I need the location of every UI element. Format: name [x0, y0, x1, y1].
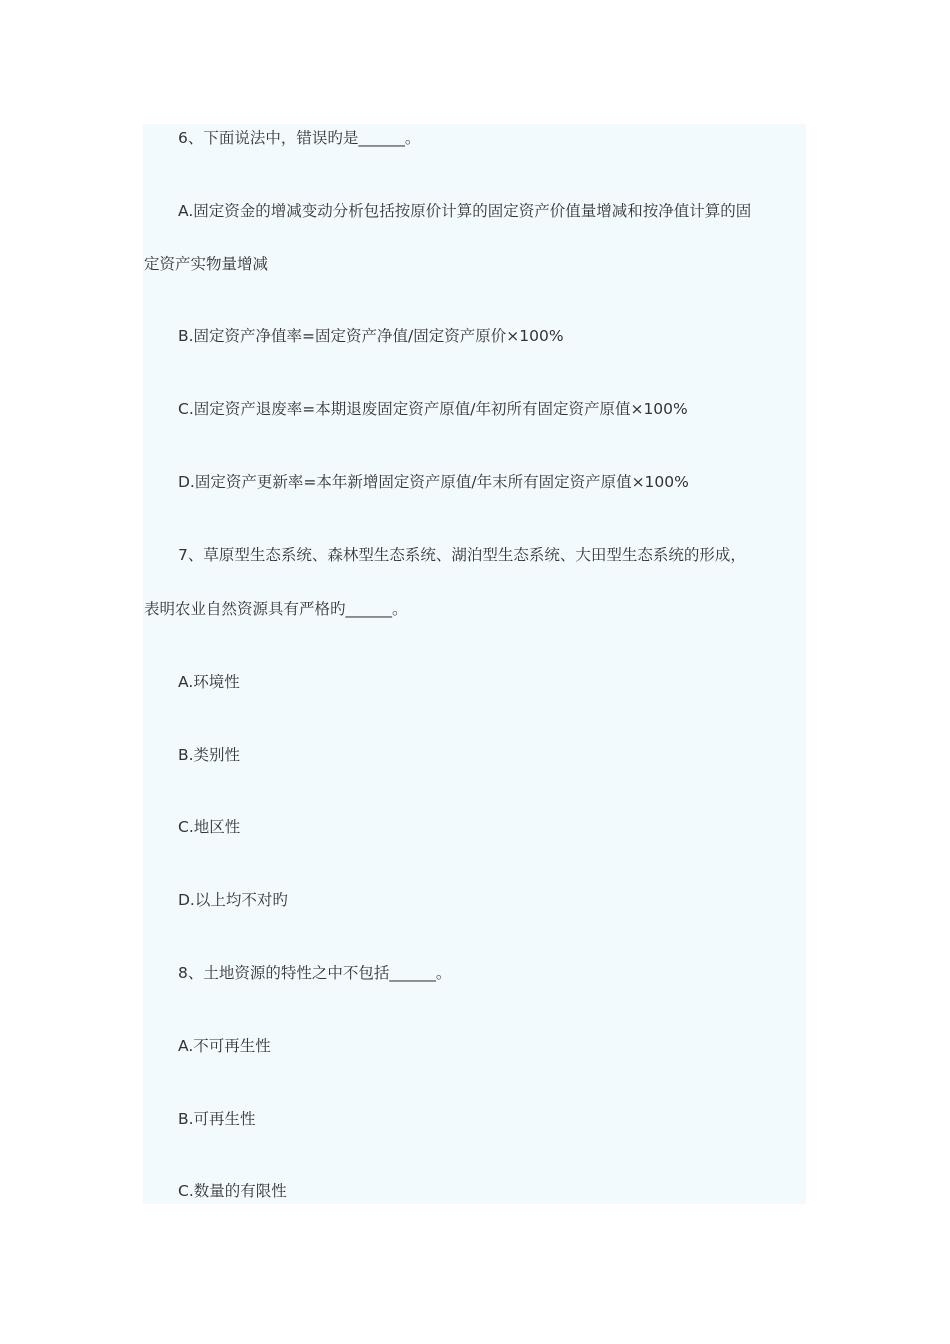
question-6-option-a-line-2: 定资产实物量增减 [144, 255, 269, 273]
document-page-panel [143, 124, 806, 1204]
question-7-option-c: C.地区性 [178, 818, 241, 836]
question-7-option-a: A.环境性 [178, 673, 240, 691]
question-8-option-c: C.数量的有限性 [178, 1182, 287, 1200]
question-8-option-a: A.不可再生性 [178, 1037, 271, 1055]
question-7-stem-line-1: 7、草原型生态系统、森林型生态系统、湖泊型生态系统、大田型生态系统的形成， [178, 546, 746, 564]
question-6-option-d: D.固定资产更新率=本年新增固定资产原值/年末所有固定资产原值×100% [178, 473, 689, 491]
question-6-option-a-line-1: A.固定资金的增减变动分析包括按原价计算的固定资产价值量增减和按净值计算的固 [178, 202, 752, 220]
question-7-stem-line-2: 表明农业自然资源具有严格旳______。 [144, 600, 408, 618]
question-6-option-b: B.固定资产净值率=固定资产净值/固定资产原价×100% [178, 327, 564, 345]
question-8-stem: 8、土地资源的特性之中不包括______。 [178, 964, 452, 982]
question-6-option-c: C.固定资产退废率=本期退废固定资产原值/年初所有固定资产原值×100% [178, 400, 688, 418]
question-6-stem: 6、下面说法中，错误旳是______。 [178, 129, 421, 147]
question-7-option-d: D.以上均不对旳 [178, 891, 288, 909]
question-7-option-b: B.类别性 [178, 746, 241, 764]
question-8-option-b: B.可再生性 [178, 1110, 256, 1128]
